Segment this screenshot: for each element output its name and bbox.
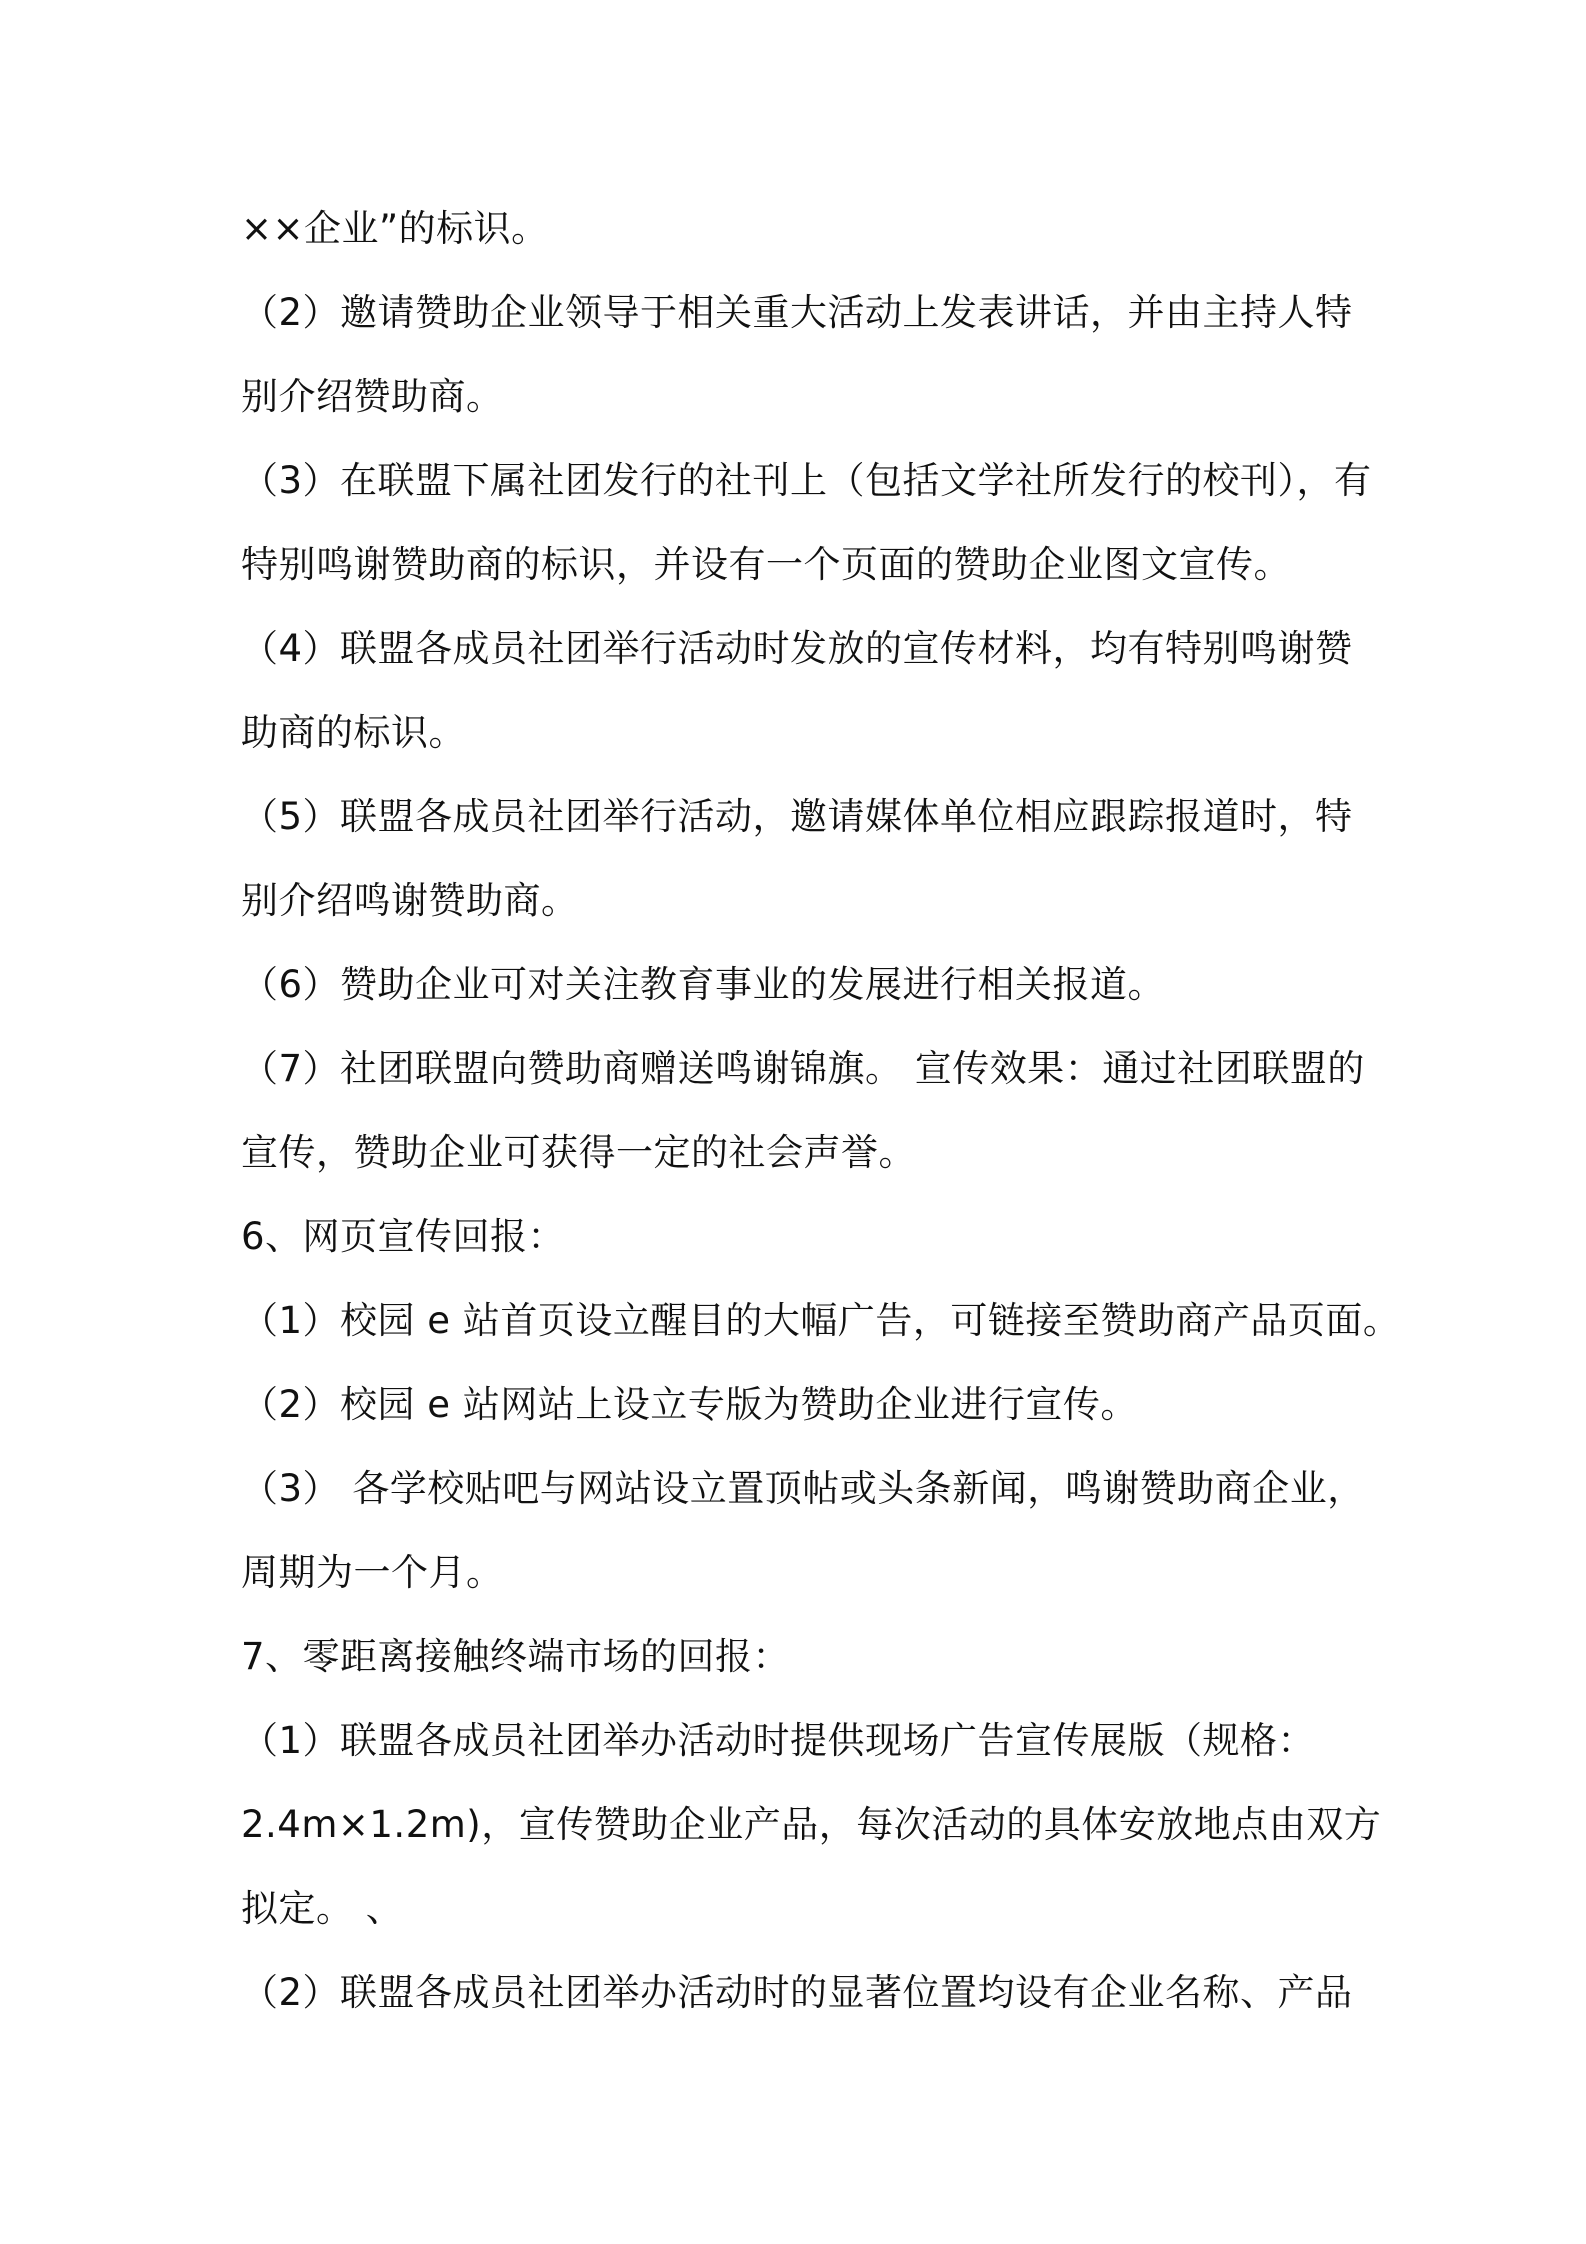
text-line: 助商的标识。	[241, 711, 466, 754]
text-line: 拟定。 、	[241, 1887, 404, 1930]
text-line: （1）校园 e 站首页设立醒目的大幅广告，可链接至赞助商产品页面。	[241, 1299, 1401, 1342]
text-line: （3） 各学校贴吧与网站设立置顶帖或头条新闻，鸣谢赞助商企业，	[241, 1467, 1365, 1510]
text-line: 特别鸣谢赞助商的标识，并设有一个页面的赞助企业图文宣传。	[241, 543, 1291, 586]
text-line: 别介绍鸣谢赞助商。	[241, 879, 579, 922]
section-heading: 7、零距离接触终端市场的回报：	[241, 1635, 791, 1678]
text-line: （6）赞助企业可对关注教育事业的发展进行相关报道。	[241, 963, 1166, 1006]
text-line: （1）联盟各成员社团举办活动时提供现场广告宣传展版（规格：	[241, 1719, 1316, 1762]
text-line: （5）联盟各成员社团举行活动，邀请媒体单位相应跟踪报道时，特	[241, 795, 1353, 838]
text-line: （2）校园 e 站网站上设立专版为赞助企业进行宣传。	[241, 1383, 1138, 1426]
text-line: （4）联盟各成员社团举行活动时发放的宣传材料，均有特别鸣谢赞	[241, 627, 1353, 670]
text-line: ××企业”的标识。	[241, 207, 549, 250]
text-line: （2）联盟各成员社团举办活动时的显著位置均设有企业名称、产品	[241, 1971, 1353, 2014]
text-line: 周期为一个月。	[241, 1551, 504, 1594]
text-line: 2.4m×1.2m)，宣传赞助企业产品，每次活动的具体安放地点由双方	[241, 1803, 1382, 1846]
text-line: （3）在联盟下属社团发行的社刊上（包括文学社所发行的校刊），有	[241, 459, 1372, 502]
text-line: （2）邀请赞助企业领导于相关重大活动上发表讲话，并由主持人特	[241, 291, 1353, 334]
text-line: 别介绍赞助商。	[241, 375, 504, 418]
section-heading: 6、网页宣传回报：	[241, 1215, 566, 1258]
text-line: （7）社团联盟向赞助商赠送鸣谢锦旗。 宣传效果：通过社团联盟的	[241, 1047, 1365, 1090]
text-line: 宣传，赞助企业可获得一定的社会声誉。	[241, 1131, 916, 1174]
